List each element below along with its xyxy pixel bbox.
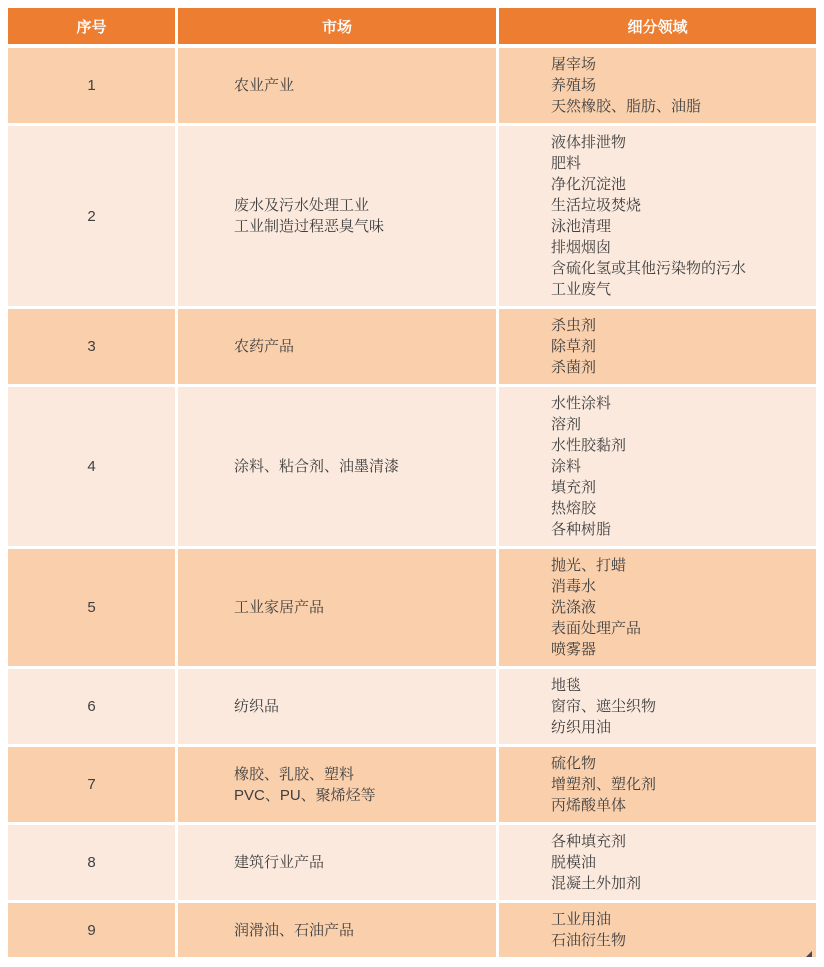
segment-line: 生活垃圾焚烧 xyxy=(551,197,642,214)
table-row xyxy=(8,549,816,669)
segment-line: 地毯 xyxy=(551,677,582,694)
header-index: 序号 xyxy=(8,8,178,48)
segment-line: 增塑剂、塑化剂 xyxy=(551,776,657,793)
segment-line: 杀虫剂 xyxy=(551,317,597,334)
market-cell xyxy=(178,126,499,309)
segment-line: 液体排泄物 xyxy=(551,134,627,151)
table-row xyxy=(8,48,816,126)
market-line: PVC、PU、聚烯烃等 xyxy=(234,786,376,804)
segment-line: 杀菌剂 xyxy=(551,359,597,376)
segment-line: 石油衍生物 xyxy=(551,932,627,949)
segment-line: 喷雾器 xyxy=(551,641,597,658)
table-row xyxy=(8,387,816,549)
segments-cell xyxy=(499,309,816,387)
market-line: 工业制造过程恶臭气味 xyxy=(234,218,385,235)
header-row xyxy=(8,8,816,48)
segment-line: 填充剂 xyxy=(551,479,597,496)
table-body xyxy=(8,48,816,960)
segment-line: 各种树脂 xyxy=(551,521,612,538)
header-market: 市场 xyxy=(178,8,499,48)
segments-cell xyxy=(499,669,816,747)
segment-line: 丙烯酸单体 xyxy=(551,797,627,814)
segments-cell xyxy=(499,747,816,825)
segment-line: 混凝土外加剂 xyxy=(551,875,642,892)
market-line: 润滑油、石油产品 xyxy=(234,921,355,939)
row-number: 3 xyxy=(8,309,178,387)
segment-line: 泳池清理 xyxy=(551,218,612,235)
row-number: 1 xyxy=(8,48,178,126)
market-line: 废水及污水处理工业 xyxy=(234,197,370,214)
market-line: 建筑行业产品 xyxy=(234,854,325,871)
segments-cell xyxy=(499,549,816,669)
table-row xyxy=(8,309,816,387)
market-line: 橡胶、乳胶、塑料 xyxy=(234,765,355,783)
segment-line: 抛光、打蜡 xyxy=(551,557,627,574)
segment-line: 净化沉淀池 xyxy=(551,176,627,193)
market-cell xyxy=(178,309,499,387)
segment-line: 溶剂 xyxy=(551,416,582,433)
segment-line: 除草剂 xyxy=(551,338,597,355)
segment-line: 涂料 xyxy=(551,458,582,475)
table-row xyxy=(8,669,816,747)
row-number: 7 xyxy=(8,747,178,825)
header-segments: 细分领域 xyxy=(499,8,816,48)
segments-cell xyxy=(499,48,816,126)
segment-line: 热熔胶 xyxy=(551,500,597,517)
segment-line: 含硫化氢或其他污染物的污水 xyxy=(551,260,747,277)
market-cell xyxy=(178,747,499,825)
segment-line: 养殖场 xyxy=(551,77,597,94)
market-cell xyxy=(178,669,499,747)
segment-line: 排烟烟囱 xyxy=(551,239,612,256)
segment-line: 脱模油 xyxy=(551,854,597,871)
segments-cell xyxy=(499,387,816,549)
segments-cell xyxy=(499,126,816,309)
segment-line: 消毒水 xyxy=(551,578,597,595)
market-cell xyxy=(178,825,499,903)
row-number: 6 xyxy=(8,669,178,747)
segment-line: 工业用油 xyxy=(551,911,612,928)
row-number: 5 xyxy=(8,549,178,669)
table-row xyxy=(8,825,816,903)
market-cell xyxy=(178,387,499,549)
market-line: 工业家居产品 xyxy=(234,599,325,616)
row-number: 9 xyxy=(8,903,178,960)
segments-cell xyxy=(499,825,816,903)
market-line: 农药产品 xyxy=(234,338,295,355)
segments-cell xyxy=(499,903,816,960)
market-line: 涂料、粘合剂、油墨清漆 xyxy=(234,458,400,475)
market-cell xyxy=(178,549,499,669)
market-line: 农业产业 xyxy=(234,77,295,94)
segment-line: 肥料 xyxy=(551,155,582,172)
segment-line: 表面处理产品 xyxy=(551,620,642,637)
table-row xyxy=(8,126,816,309)
table-resize-handle-icon[interactable] xyxy=(806,951,812,957)
segment-line: 水性涂料 xyxy=(551,395,612,412)
table-row xyxy=(8,903,816,960)
market-line: 纺织品 xyxy=(234,698,280,715)
segment-line: 屠宰场 xyxy=(551,56,597,73)
market-table-wrapper xyxy=(8,8,816,960)
segment-line: 洗涤液 xyxy=(551,599,597,616)
segment-line: 窗帘、遮尘织物 xyxy=(551,698,657,715)
segment-line: 硫化物 xyxy=(551,755,597,772)
market-cell xyxy=(178,48,499,126)
market-segments-table xyxy=(8,8,816,960)
market-cell xyxy=(178,903,499,960)
row-number: 2 xyxy=(8,126,178,309)
segment-line: 纺织用油 xyxy=(551,719,612,736)
row-number: 8 xyxy=(8,825,178,903)
row-number: 4 xyxy=(8,387,178,549)
table-header xyxy=(8,8,816,48)
segment-line: 水性胶黏剂 xyxy=(551,437,627,454)
table-row xyxy=(8,747,816,825)
segment-line: 工业废气 xyxy=(551,281,612,298)
segment-line: 各种填充剂 xyxy=(551,833,627,850)
segment-line: 天然橡胶、脂肪、油脂 xyxy=(551,98,702,115)
